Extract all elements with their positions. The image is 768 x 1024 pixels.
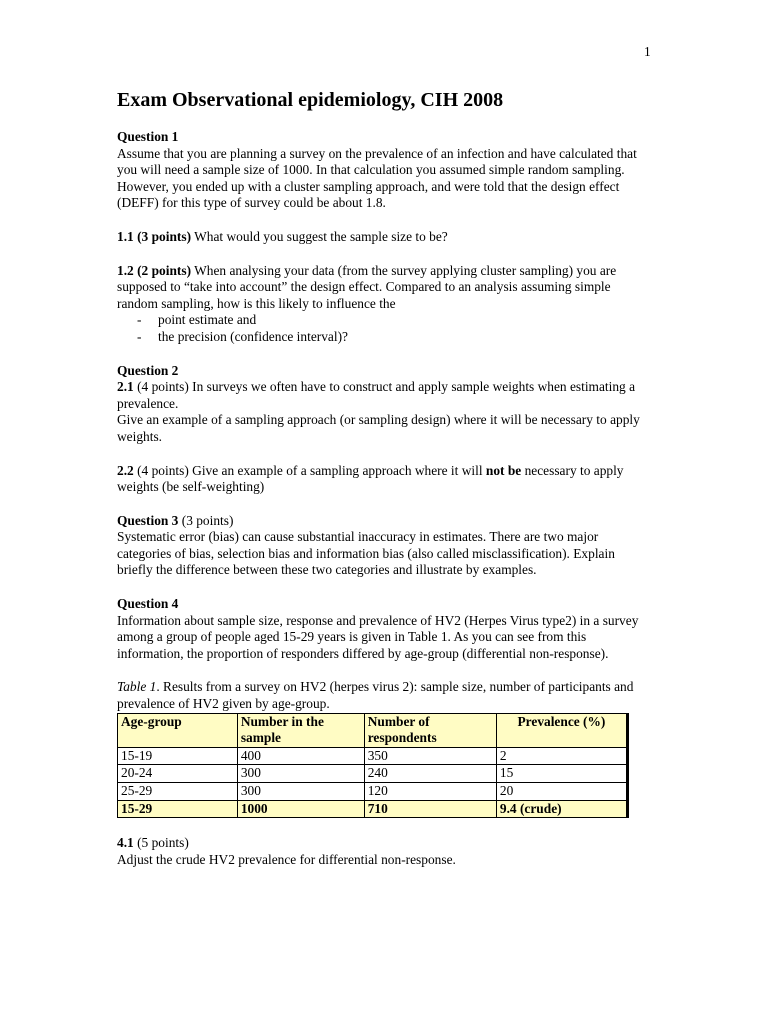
question-4-1-text: Adjust the crude HV2 prevalence for differential non-response. bbox=[117, 851, 456, 867]
question-3-heading bbox=[117, 513, 647, 530]
table-cell: 20-24 bbox=[118, 765, 238, 783]
question-1-text: Assume that you are planning a survey on the prevalence of an infection and have calculated that you will need a sample size of 1000. In that calculation you assumed simple random sampling. However, you ended up with a cluster sampling approach, and were told that the design effect (DEFF) for this type of survey could be about 1.8. bbox=[117, 145, 637, 211]
list-item: - the precision (confidence interval)? bbox=[117, 329, 647, 346]
question-2-2-emphasis: not be bbox=[485, 462, 522, 478]
question-1-1-text: What would you suggest the sample size to be? bbox=[191, 228, 448, 244]
table-cell: 300 bbox=[237, 765, 364, 783]
table-cell: 25-29 bbox=[118, 783, 238, 801]
question-1-1 bbox=[117, 229, 647, 246]
question-2-2-label: 2.2 bbox=[117, 462, 134, 478]
table-row bbox=[118, 765, 628, 783]
question-1-2 bbox=[117, 263, 647, 313]
column-header-sample-size: Number in the sample bbox=[237, 713, 364, 747]
table-cell: 20 bbox=[496, 783, 627, 801]
table-cell: 120 bbox=[364, 783, 496, 801]
question-1-2-list bbox=[117, 312, 647, 345]
question-4-1-heading bbox=[117, 835, 647, 852]
table-cell: 350 bbox=[364, 747, 496, 765]
table-cell: 15-19 bbox=[118, 747, 238, 765]
question-2-1-text-2: Give an example of a sampling approach (or sampling design) where it will be necessary to apply weights. bbox=[117, 412, 640, 444]
question-4-1-points: (5 points) bbox=[133, 835, 189, 851]
question-2-2 bbox=[117, 463, 647, 496]
question-1-2-label: 1.2 (2 points) bbox=[117, 262, 192, 278]
column-header-prevalence: Prevalence (%) bbox=[496, 713, 627, 747]
table-caption-label: Table 1 bbox=[117, 679, 157, 695]
question-2-2-text-after: necessary to apply weights (be self-weighting) bbox=[117, 462, 624, 495]
question-4-text: Information about sample size, response and prevalence of HV2 (Herpes Virus type2) in a survey among a group of people aged 15-29 years is given in Table 1. As you can see from this information, the proportion of responders differed by age-group (differential non-response). bbox=[117, 612, 639, 661]
table-cell: 400 bbox=[237, 747, 364, 765]
question-2-1-text: (4 points) In surveys we often have to construct and apply sample weights when estimating a prevalence. bbox=[117, 379, 636, 411]
question-2-2-text-before: (4 points) Give an example of a sampling approach where it will bbox=[133, 462, 486, 478]
list-item: - point estimate and bbox=[117, 312, 647, 329]
results-table bbox=[117, 713, 629, 819]
table-header-row bbox=[118, 713, 628, 747]
table-cell: 15-29 bbox=[118, 800, 238, 818]
column-header-respondents: Number of respondents bbox=[364, 713, 496, 747]
question-2-1 bbox=[117, 379, 647, 412]
exam-document bbox=[117, 88, 647, 868]
column-header-age-group: Age-group bbox=[118, 713, 238, 747]
table-row bbox=[118, 783, 628, 801]
table-row bbox=[118, 747, 628, 765]
question-3-points: (3 points) bbox=[178, 512, 234, 528]
page-number: 1 bbox=[644, 44, 651, 59]
question-1-1-label: 1.1 (3 points) bbox=[117, 228, 192, 244]
table-total-row bbox=[118, 800, 628, 818]
table-cell: 2 bbox=[496, 747, 627, 765]
table-cell: 710 bbox=[364, 800, 496, 818]
question-4-1-label: 4.1 bbox=[117, 835, 134, 851]
question-4-heading: Question 4 bbox=[117, 596, 179, 612]
table-caption-text: . Results from a survey on HV2 (herpes virus 2): sample size, number of participants and prevalence of HV2 given by age-group. bbox=[117, 679, 634, 712]
question-1-2-text: When analysing your data (from the survey applying cluster sampling) you are supposed to “take into account” the design effect. Compared to an analysis assuming simple random sampling, how is this likely to influence the bbox=[117, 262, 617, 311]
question-3-text: Systematic error (bias) can cause substantial inaccuracy in estimates. There are two major categories of bias, selection bias and information bias (also called misclassification). Explain briefly the difference between these two categories and illustrate by examples. bbox=[117, 529, 615, 578]
question-2-heading: Question 2 bbox=[117, 362, 179, 378]
question-1-heading: Question 1 bbox=[117, 129, 179, 144]
question-3-label: Question 3 bbox=[117, 512, 179, 528]
table-cell: 15 bbox=[496, 765, 627, 783]
table-caption bbox=[117, 679, 647, 712]
document-title: Exam Observational epidemiology, CIH 2008 bbox=[117, 89, 504, 111]
table-cell: 300 bbox=[237, 783, 364, 801]
table-cell: 1000 bbox=[237, 800, 364, 818]
table-cell: 240 bbox=[364, 765, 496, 783]
question-2-1-label: 2.1 bbox=[117, 379, 134, 395]
table-cell: 9.4 (crude) bbox=[496, 800, 627, 818]
